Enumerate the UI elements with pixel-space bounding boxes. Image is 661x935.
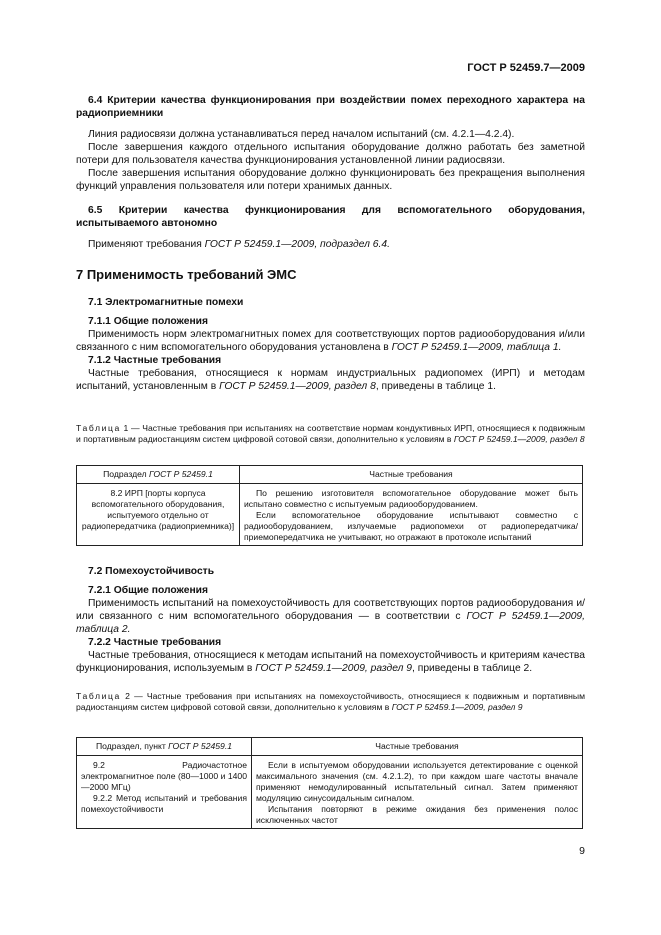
table-1-row-right: По решению изготовителя вспомогательное оборудование может быть испытано совместно с испытуемым радиооборудованием. Если вспомогательное оборудование испытывают совместно с радиооборудованием, излучаемые радиопомехи от радиопередатчика/приемопередатчика не учитывают, но отражают в протоколе испытаний (240, 484, 583, 546)
section-6-4-p3: После завершения испытания оборудование должно функционировать без прекращения выполнения функций управления пользователя или потери хранимых данных. (76, 168, 585, 192)
section-6-5-title: 6.5 Критерии качества функционирования для вспомогательного оборудования, испытываемого автономно (76, 205, 585, 229)
table-1-col1-header: Подраздел ГОСТ Р 52459.1 (77, 466, 240, 484)
section-7-1-1-text: Применимость норм электромагнитных помех для соответствующих портов радиооборудования и/или связанного с ним вспомогательного оборудования установлена в ГОСТ Р 52459.1—2009, таблица 1. (76, 329, 585, 353)
section-6-4 (76, 94, 585, 193)
table-2-col2-header: Частные требования (252, 738, 583, 756)
table-2-header (77, 738, 583, 756)
section-7-2-2-text: Частные требования, относящиеся к методам испытаний на помехоустойчивость и критериям качества функционирования, используемым в ГОСТ Р 52459.1—2009, раздел 9, приведены в таблице 2. (76, 650, 585, 674)
section-7-1-2-text: Частные требования, относящиеся к нормам индустриальных радиопомех (ИРП) и методам испытаний, установленным в ГОСТ Р 52459.1—2009, раздел 8, приведены в таблице 1. (76, 368, 585, 392)
section-7-1-2-title: 7.1.2 Частные требования (88, 355, 222, 366)
table-2-col1-header: Подраздел, пункт ГОСТ Р 52459.1 (77, 738, 252, 756)
section-7-2-1-text: Применимость испытаний на помехоустойчивость для соответствующих портов радиооборудования и/или связанного с ним вспомогательного оборудования — в соответствии с ГОСТ Р 52459.1—2009, таблица 2. (76, 598, 586, 635)
section-7-2-title: 7.2 Помехоустойчивость (88, 566, 215, 577)
section-7-1-1-title: 7.1.1 Общие положения (88, 316, 208, 327)
table-2-caption: Таблица 2 — Частные требования при испытаниях на помехоустойчивость, относящиеся к подвижным и портативным радиостанциям систем цифровой сотовой связи, дополнительно к условиям в ГОСТ Р 52459.1—2009, раздел 9 (76, 691, 585, 712)
table-row (77, 484, 583, 546)
table-2-row-right: Если в испытуемом оборудовании используется детектирование с оценкой максимального значения (см. 4.2.1.2), то при каждом шаге частоты вначале применяют немодулированный испытательный сигнал. Затем применяют модуляцию синусоидальным сигналом. Испытания повторяют в режиме ожидания без применения полос исключенных частот (252, 756, 583, 829)
section-6-4-p2: После завершения каждого отдельного испытания оборудование должно работать без заметной потери для пользователя качества функционирования установленной линии радиосвязи. (76, 142, 585, 166)
section-6-4-p1: Линия радиосвязи должна устанавливаться перед началом испытаний (см. 4.2.1—4.2.4). (88, 129, 515, 140)
table-1-header (77, 466, 583, 484)
section-7-2-1-title: 7.2.1 Общие положения (88, 585, 208, 596)
section-7-1 (76, 296, 585, 393)
standard-header: ГОСТ Р 52459.7—2009 (467, 62, 585, 74)
page-number: 9 (579, 845, 585, 857)
section-7-2 (76, 565, 585, 675)
section-6-4-title: 6.4 Критерии качества функционирования при воздействии помех переходного характера на радиоприемники (76, 95, 585, 119)
table-2-row-left: 9.2 Радиочастотное электромагнитное поле (80—1000 и 1400—2000 МГц) 9.2.2 Метод испытаний и требования помехоустойчивости (77, 756, 252, 829)
table-1-caption: Таблица 1 — Частные требования при испытаниях на соответствие нормам кондуктивных ИРП, относящиеся к подвижным и портативным радиостанциям систем цифровой сотовой связи, дополнительно к условиям в ГОСТ Р 52459.1—2009, раздел 8 (76, 423, 585, 444)
table-row (77, 756, 583, 829)
section-7 (76, 268, 585, 281)
table-1 (76, 465, 583, 546)
table-1-row-left: 8.2 ИРП [порты корпуса вспомогательного оборудования, испытуемого отдельно от радиопередатчика (радиоприемника)] (77, 484, 240, 546)
section-6-5 (76, 204, 585, 251)
section-7-title: 7 Применимость требований ЭМС (76, 267, 297, 282)
section-7-2-2-title: 7.2.2 Частные требования (88, 637, 222, 648)
section-7-1-title: 7.1 Электромагнитные помехи (88, 297, 244, 308)
table-2 (76, 737, 583, 829)
section-6-5-p1: Применяют требования ГОСТ Р 52459.1—2009, подраздел 6.4. (88, 239, 390, 250)
table-1-col2-header: Частные требования (240, 466, 583, 484)
